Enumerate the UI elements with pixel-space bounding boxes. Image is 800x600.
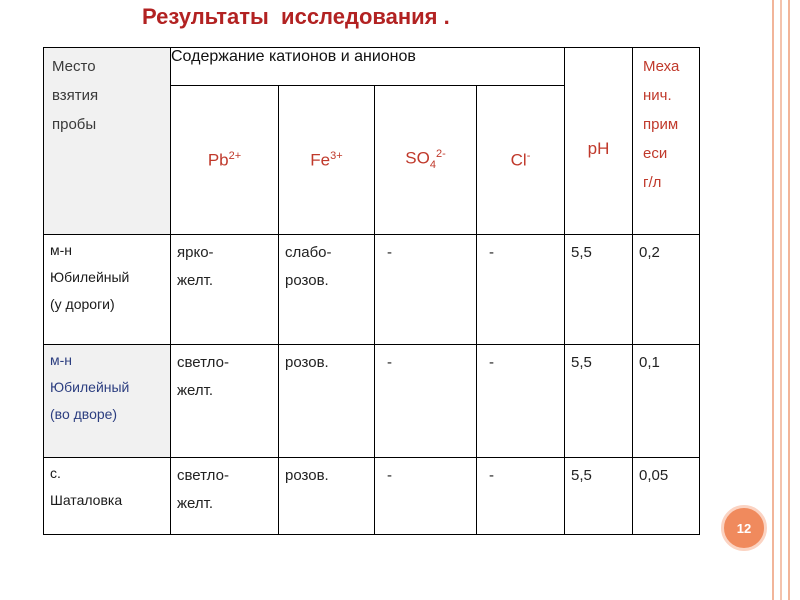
decorative-side-stripes <box>766 0 800 600</box>
ph-cell: 5,5 <box>565 458 633 535</box>
ion-cl-header: Cl- <box>477 86 565 235</box>
mech-header-line: прим <box>643 116 679 133</box>
slide-number-badge: 12 <box>721 505 767 551</box>
so4-cell: - <box>375 235 477 345</box>
ph-cell: 5,5 <box>565 345 633 458</box>
header-row-1 <box>44 48 700 86</box>
results-table <box>43 47 700 535</box>
location-cell: м-н Юбилейный (у дороги) <box>44 235 171 345</box>
pb-cell: ярко- желт. <box>171 235 279 345</box>
fe-cell: розов. <box>279 458 375 535</box>
cl-cell: - <box>477 458 565 535</box>
ion-pb-header: $Pb^{2+}$ <box>171 86 279 235</box>
pb-cell: светло- желт. <box>171 345 279 458</box>
mech-header <box>633 48 700 235</box>
location-header <box>44 48 171 235</box>
location-cell: м-н Юбилейный (во дворе) <box>44 345 171 458</box>
mech-cell: 0,05 <box>633 458 700 535</box>
mech-cell: 0,1 <box>633 345 700 458</box>
table-row <box>44 235 700 345</box>
pb-cell: светло- желт. <box>171 458 279 535</box>
mech-header-line: г/л <box>643 174 662 191</box>
location-header-line: Место <box>52 58 96 75</box>
so4-cell: - <box>375 458 477 535</box>
ion-fe-header: $Fe^{3+}$ <box>279 86 375 235</box>
location-header-line: пробы <box>52 116 97 133</box>
ph-cell: 5,5 <box>565 235 633 345</box>
table-row <box>44 458 700 535</box>
mech-header-line: Меха <box>643 58 680 75</box>
mech-header-line: нич. <box>643 87 672 104</box>
mech-header-line: еси <box>643 145 668 162</box>
fe-cell: слабо- розов. <box>279 235 375 345</box>
mech-cell: 0,2 <box>633 235 700 345</box>
so4-cell: - <box>375 345 477 458</box>
cl-cell: - <box>477 345 565 458</box>
location-cell: с. Шаталовка <box>44 458 171 535</box>
ions-group-header: Содержание катионов и анионов <box>171 48 565 86</box>
fe-cell: розов. <box>279 345 375 458</box>
location-header-line: взятия <box>52 87 99 104</box>
table-row <box>44 345 700 458</box>
slide-title: Результаты исследования . <box>142 4 450 29</box>
ph-header: pH <box>565 48 633 235</box>
cl-cell: - <box>477 235 565 345</box>
ion-so4-header: $SO_4^{2-}$ <box>375 86 477 235</box>
